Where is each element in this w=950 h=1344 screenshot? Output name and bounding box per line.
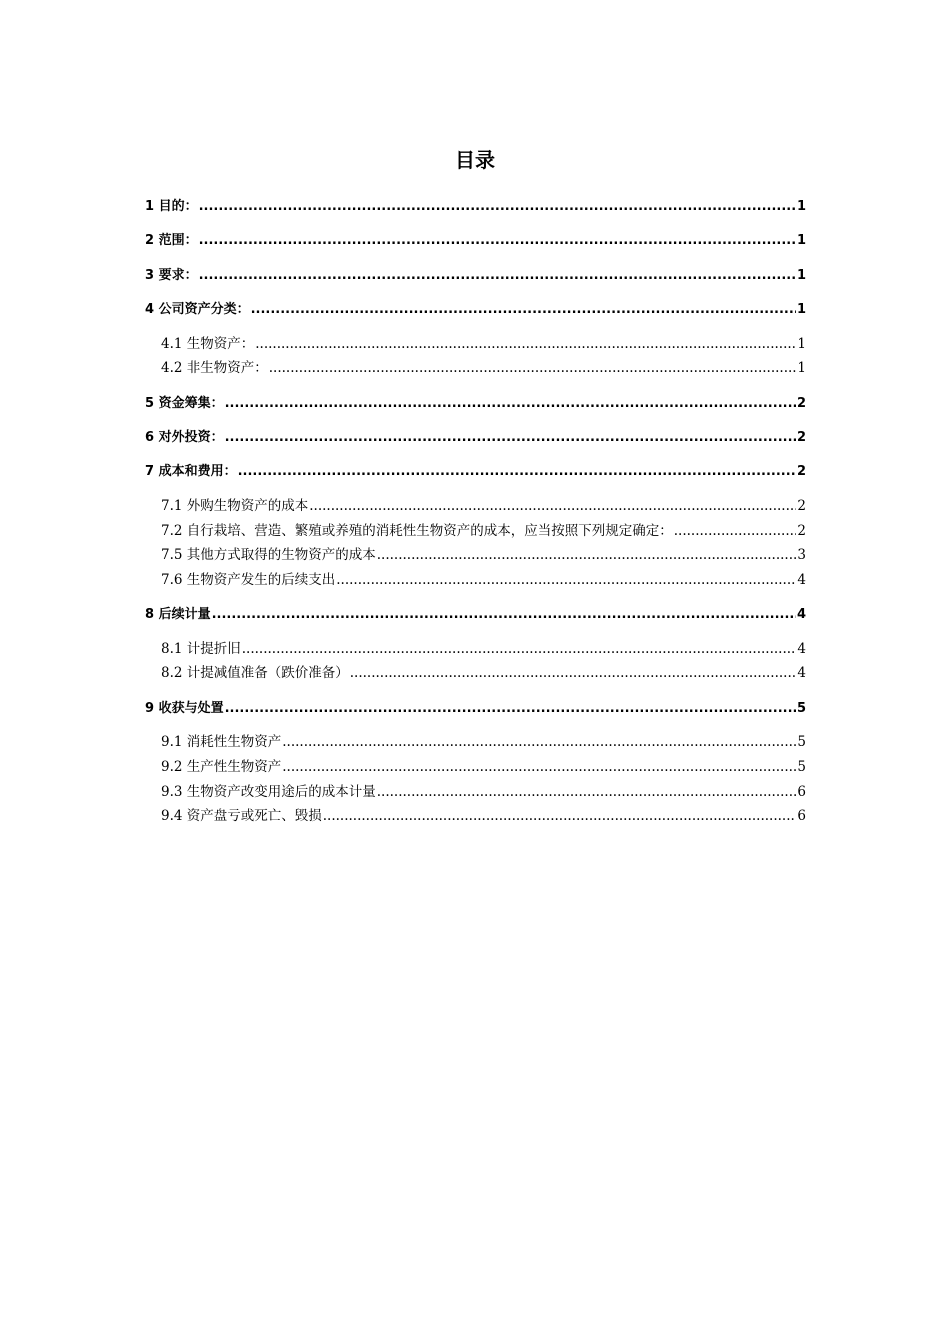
toc-page-number: 2 bbox=[796, 464, 806, 480]
toc-page-number: 1 bbox=[797, 360, 806, 377]
toc-entry-4-2[interactable] bbox=[145, 356, 806, 381]
toc-dot-leader bbox=[350, 661, 797, 686]
toc-page-number: 6 bbox=[797, 783, 806, 800]
toc-entry-5[interactable] bbox=[145, 391, 806, 416]
toc-entry-label: 7 成本和费用： bbox=[145, 464, 237, 480]
toc-dot-leader bbox=[269, 356, 797, 381]
toc-entry-9-2[interactable] bbox=[145, 755, 806, 780]
toc-entry-8[interactable] bbox=[145, 602, 806, 627]
toc-entry-label: 7.1 外购生物资产的成本 bbox=[161, 497, 309, 514]
toc-dot-leader bbox=[282, 730, 796, 755]
toc-page-number: 1 bbox=[796, 267, 806, 283]
toc-entry-label: 3 要求： bbox=[145, 267, 198, 283]
toc-page-number: 6 bbox=[797, 808, 806, 825]
toc-entry-label: 9.1 消耗性生物资产 bbox=[161, 734, 282, 751]
toc-entry-4[interactable] bbox=[145, 297, 806, 322]
toc-page-number: 5 bbox=[796, 700, 806, 716]
toc-entry-6[interactable] bbox=[145, 425, 806, 450]
toc-dot-leader bbox=[199, 263, 796, 288]
toc-entry-label: 7.2 自行栽培、营造、繁殖或养殖的消耗性生物资产的成本，应当按照下列规定确定： bbox=[161, 522, 673, 539]
toc-entry-9[interactable] bbox=[145, 696, 806, 721]
toc-page-number: 3 bbox=[797, 547, 806, 564]
toc-dot-leader bbox=[212, 602, 796, 627]
toc-entry-label: 5 资金筹集： bbox=[145, 395, 224, 411]
toc-dot-leader bbox=[377, 543, 797, 568]
toc-dot-leader bbox=[674, 519, 797, 544]
toc-dot-leader bbox=[309, 494, 796, 519]
toc-dot-leader bbox=[242, 637, 797, 662]
toc-dot-leader bbox=[255, 332, 796, 357]
toc-entry-label: 1 目的： bbox=[145, 199, 198, 214]
toc-entry-7[interactable] bbox=[145, 459, 806, 484]
toc-entry-8-1[interactable] bbox=[145, 637, 806, 662]
toc-entry-label: 2 范围： bbox=[145, 233, 198, 249]
toc-entry-label: 9.2 生产性生物资产 bbox=[161, 758, 282, 775]
toc-title: 目录 bbox=[455, 148, 495, 172]
toc-dot-leader bbox=[225, 425, 796, 450]
toc-entry-label: 4 公司资产分类： bbox=[145, 302, 250, 318]
toc-entry-label: 9.4 资产盘亏或死亡、毁损 bbox=[161, 808, 322, 825]
toc-entry-label: 6 对外投资： bbox=[145, 429, 224, 445]
toc-dot-leader bbox=[323, 804, 797, 829]
toc-page-number: 5 bbox=[797, 734, 806, 751]
toc-page-number: 2 bbox=[796, 395, 806, 411]
toc-entry-1[interactable] bbox=[145, 194, 806, 219]
toc-entry-label: 7.6 生物资产发生的后续支出 bbox=[161, 572, 336, 589]
toc-entry-3[interactable] bbox=[145, 263, 806, 288]
toc-page-number: 1 bbox=[796, 233, 806, 249]
toc-dot-leader bbox=[199, 194, 796, 219]
toc-entry-7-6[interactable] bbox=[145, 568, 806, 593]
toc-entry-label: 8.1 计提折旧 bbox=[161, 640, 241, 657]
toc-entry-4-1[interactable] bbox=[145, 332, 806, 357]
toc-entry-7-2[interactable] bbox=[145, 519, 806, 544]
toc-dot-leader bbox=[377, 780, 797, 805]
toc-entry-8-2[interactable] bbox=[145, 661, 806, 686]
toc-page-number: 1 bbox=[796, 199, 806, 214]
toc-page-number: 1 bbox=[797, 335, 806, 352]
toc-entry-label: 4.1 生物资产： bbox=[161, 335, 255, 352]
toc-entry-label: 8.2 计提减值准备（跌价准备） bbox=[161, 665, 349, 682]
toc-page-number: 5 bbox=[797, 758, 806, 775]
toc-dot-leader bbox=[336, 568, 796, 593]
toc-entry-7-1[interactable] bbox=[145, 494, 806, 519]
toc-dot-leader bbox=[238, 459, 796, 484]
toc-page-number: 4 bbox=[796, 607, 806, 623]
toc-entry-label: 9.3 生物资产改变用途后的成本计量 bbox=[161, 783, 376, 800]
toc-page-number: 4 bbox=[797, 572, 806, 589]
toc-page-number: 2 bbox=[797, 522, 806, 539]
toc-entry-9-3[interactable] bbox=[145, 780, 806, 805]
toc-page-number: 4 bbox=[797, 665, 806, 682]
toc-entry-label: 9 收获与处置 bbox=[145, 700, 224, 716]
toc-entry-label: 8 后续计量 bbox=[145, 607, 211, 623]
toc-entry-9-4[interactable] bbox=[145, 804, 806, 829]
toc-entry-label: 7.5 其他方式取得的生物资产的成本 bbox=[161, 547, 376, 564]
toc-dot-leader bbox=[282, 755, 796, 780]
toc-dot-leader bbox=[251, 297, 796, 322]
toc-dot-leader bbox=[199, 228, 796, 253]
toc-page-number: 1 bbox=[796, 302, 806, 318]
toc-dot-leader bbox=[225, 696, 796, 721]
toc-dot-leader bbox=[225, 391, 796, 416]
table-of-contents bbox=[145, 194, 806, 829]
toc-entry-9-1[interactable] bbox=[145, 730, 806, 755]
toc-page-number: 4 bbox=[797, 640, 806, 657]
toc-entry-label: 4.2 非生物资产： bbox=[161, 360, 268, 377]
toc-entry-2[interactable] bbox=[145, 228, 806, 253]
toc-page-number: 2 bbox=[797, 497, 806, 514]
toc-page-number: 2 bbox=[796, 429, 806, 445]
toc-entry-7-5[interactable] bbox=[145, 543, 806, 568]
